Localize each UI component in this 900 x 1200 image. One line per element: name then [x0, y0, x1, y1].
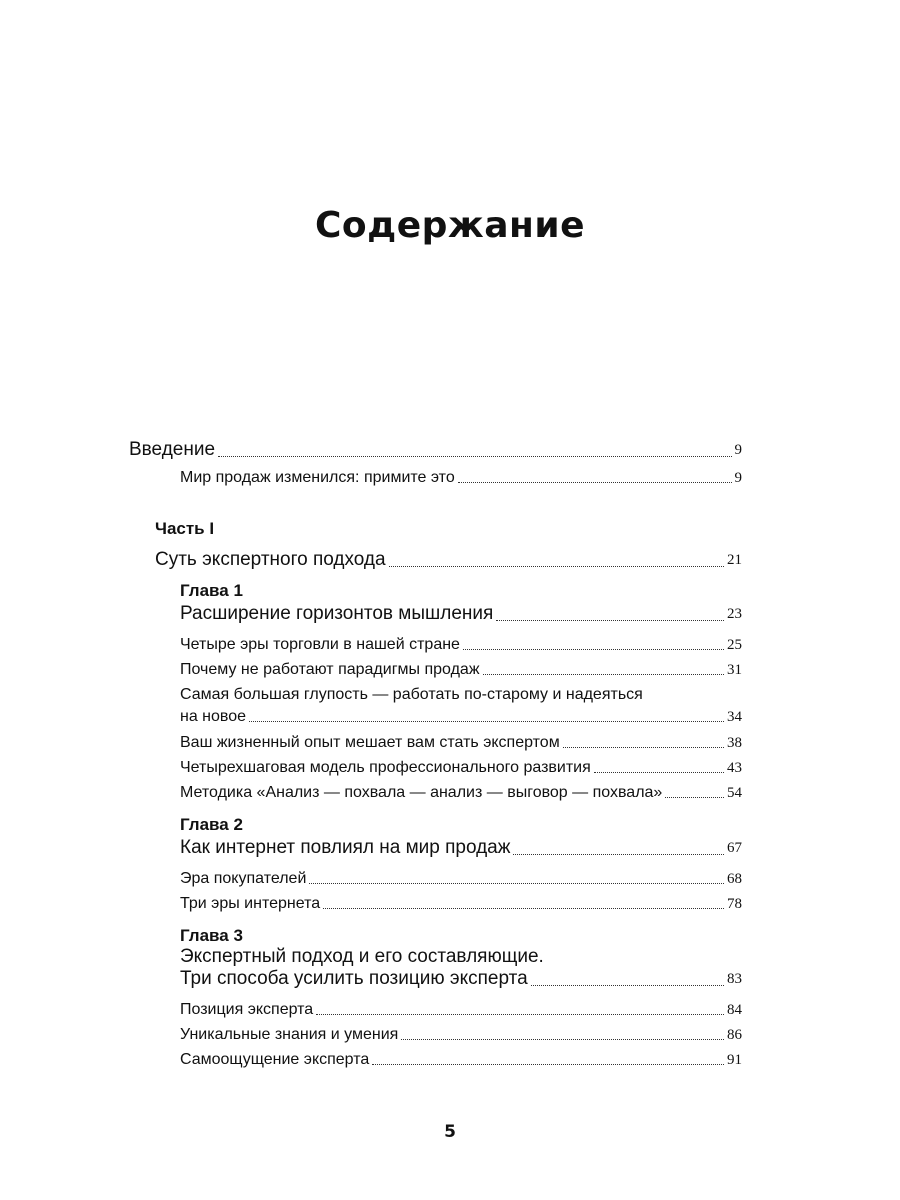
toc-entry-label: Расширение горизонтов мышления: [180, 603, 494, 624]
toc-entry-intro[interactable]: [129, 438, 742, 462]
toc-page-number: 34: [727, 709, 742, 725]
toc-entry[interactable]: [180, 1050, 742, 1070]
toc-page-number: 84: [727, 1002, 742, 1018]
toc-page-number: 21: [727, 552, 742, 568]
dot-leader: [563, 747, 724, 748]
toc-entry-label: Четыре эры торговли в нашей стране: [180, 636, 460, 653]
dot-leader: [458, 482, 732, 483]
toc-page-number: 86: [727, 1027, 742, 1043]
toc-entry-label: Суть экспертного подхода: [155, 549, 386, 570]
dot-leader: [665, 797, 724, 798]
toc-page-number: 91: [727, 1052, 742, 1068]
toc-page-number: 83: [727, 971, 742, 987]
dot-leader: [401, 1039, 724, 1040]
toc-entry-label: Четырехшаговая модель профессионального развития: [180, 759, 591, 776]
toc-entry[interactable]: [180, 707, 742, 727]
toc-page-number: 9: [734, 470, 742, 486]
toc-entry-chapter[interactable]: [180, 967, 742, 991]
part-heading: Часть I: [155, 519, 215, 538]
chapter-heading: Глава 3: [180, 926, 243, 945]
dot-leader: [483, 674, 724, 675]
toc-entry-label: Мир продаж изменился: примите это: [180, 469, 455, 486]
dot-leader: [316, 1014, 724, 1015]
toc-entry-label: Позиция эксперта: [180, 1001, 314, 1018]
toc-entry[interactable]: [180, 758, 742, 778]
toc-entry-label: Ваш жизненный опыт мешает вам стать экспертом: [180, 734, 560, 751]
toc-entry-label: Введение: [129, 439, 216, 460]
toc-entry-label: Почему не работают парадигмы продаж: [180, 661, 480, 678]
dot-leader: [463, 649, 724, 650]
toc-entry[interactable]: [180, 783, 742, 803]
toc-page-number: 23: [727, 606, 742, 622]
toc-entry[interactable]: [180, 733, 742, 753]
dot-leader: [249, 721, 724, 722]
toc-entry-label: Уникальные знания и умения: [180, 1026, 399, 1043]
toc-entry-label: на новое: [180, 708, 247, 725]
toc-page-number: 9: [734, 442, 742, 458]
dot-leader: [531, 985, 724, 986]
toc-page-number: 54: [727, 785, 742, 801]
page-title: Содержание: [314, 205, 586, 246]
toc-entry[interactable]: [180, 1025, 742, 1045]
toc-entry[interactable]: [180, 635, 742, 655]
toc-entry[interactable]: [180, 660, 742, 680]
toc-entry[interactable]: [180, 468, 742, 488]
dot-leader: [218, 456, 731, 457]
chapter-heading: Глава 1: [180, 581, 243, 600]
toc-entry-label-line: Самая большая глупость — работать по-старому и надеяться: [180, 686, 643, 703]
toc-entry-label: Самоощущение эксперта: [180, 1051, 370, 1068]
toc-entry-chapter[interactable]: [180, 836, 742, 860]
toc-entry-label: Три способа усилить позицию эксперта: [180, 968, 528, 989]
chapter-heading: Глава 2: [180, 815, 243, 834]
toc-page-number: 38: [727, 735, 742, 751]
toc-page-number: 43: [727, 760, 742, 776]
toc-page-number: 68: [727, 871, 742, 887]
dot-leader: [513, 854, 724, 855]
toc-entry-label: Три эры интернета: [180, 895, 321, 912]
toc-entry[interactable]: [180, 869, 742, 889]
toc-page-number: 67: [727, 840, 742, 856]
dot-leader: [389, 566, 724, 567]
toc-page-number: 25: [727, 637, 742, 653]
page-number: 5: [444, 1122, 456, 1142]
toc-entry[interactable]: [180, 894, 742, 914]
dot-leader: [496, 620, 724, 621]
toc-entry-chapter[interactable]: [180, 602, 742, 626]
dot-leader: [372, 1064, 724, 1065]
toc-page-number: 31: [727, 662, 742, 678]
toc-entry-label: Методика «Анализ — похвала — анализ — выговор — похвала»: [180, 784, 663, 801]
dot-leader: [309, 883, 724, 884]
toc-entry-label: Как интернет повлиял на мир продаж: [180, 837, 511, 858]
toc-page-number: 78: [727, 896, 742, 912]
toc-entry-part[interactable]: [155, 548, 742, 572]
dot-leader: [323, 908, 724, 909]
toc-entry[interactable]: [180, 1000, 742, 1020]
chapter-title-line: Экспертный подход и его составляющие.: [180, 946, 544, 967]
dot-leader: [594, 772, 724, 773]
toc-entry-label: Эра покупателей: [180, 870, 307, 887]
